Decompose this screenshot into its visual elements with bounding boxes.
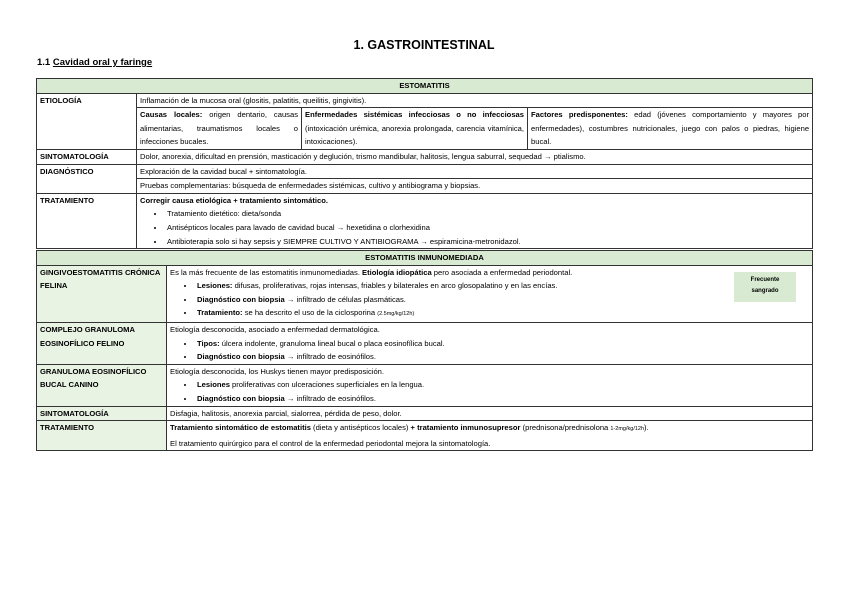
section-subtitle [37, 57, 152, 68]
subtitle-text: Cavidad oral y faringe [52, 57, 153, 68]
subtitle-number: 1.1 [37, 57, 51, 68]
list-item: • Antibioterapia solo si hay sepsis y SIEMPRE CULTIVO Y ANTIBIOGRAMA → espiramicina-metronidazol. [165, 235, 809, 249]
complejo-intro: Etiología desconocida, asociado a enfermedad dermatológica. [170, 324, 380, 334]
list-item: • Tratamiento: se ha descrito el uso de la ciclosporina (2.5mg/kg/12h) [195, 306, 809, 322]
tratamiento-list [140, 207, 809, 248]
complejo-list [170, 337, 809, 364]
inmunomediada-header: ESTOMATITIS INMUNOMEDIADA [37, 251, 813, 266]
inmunomediada-table [36, 250, 813, 451]
frecuente-sangrado-badge [734, 272, 796, 302]
page-title: 1. GASTROINTESTINAL [353, 38, 495, 52]
tratamiento-label: TRATAMIENTO [37, 193, 137, 248]
etiologia-factores-predisponentes: Factores predisponentes: edad (jóvenes comportamiento y mayores por enfermedades), costumbres nutricionales, juego con palos o piedras, higiene bucal. [528, 108, 813, 150]
list-item: • Lesiones: difusas, proliferativas, rojas intensas, friables y bilaterales en arco glosopalatino y en las encías. [195, 279, 809, 293]
list-item: • Lesiones proliferativas con ulceraciones superficiales en la lengua. [195, 378, 809, 392]
canino-intro: Etiología desconocida, los Huskys tienen mayor predisposición. [170, 366, 385, 376]
badge-line1: Frecuente [750, 277, 780, 283]
sintomatologia-text: Dolor, anorexia, dificultad en prensión, masticación y deglución, trismo mandibular, halitosis, lengua saburral, sequedad → ptialismo. [137, 149, 813, 164]
list-item: • Diagnóstico con biopsia → infiltrado de células plasmáticas. [195, 293, 809, 307]
gingivo-intro: Es la más frecuente de las estomatitis inmunomediadas. Etiología idiopática pero asociada a enfermedad periodontal. [170, 267, 573, 277]
diagnostico-line2: Pruebas complementarias: búsqueda de enfermedades sistémicas, cultivo y antibiograma y biopsias. [137, 179, 813, 194]
tratamiento-lead: Corregir causa etiológica + tratamiento sintomático. [140, 195, 328, 205]
etiologia-enfermedades-sistemicas: Enfermedades sistémicas infecciosas o no infecciosas (intoxicación urémica, anorexia prolongada, carencia vitamínica, intoxicaciones). [302, 108, 528, 150]
etiologia-causas-locales: Causas locales: origen dentario, causas alimentarias, traumatismos locales o infecciones bucales. [137, 108, 302, 150]
gingivoestomatitis-content [167, 265, 813, 322]
gingivo-list [170, 279, 809, 322]
etiologia-label: ETIOLOGÍA [37, 93, 137, 149]
inmuno-tratamiento-content [167, 421, 813, 451]
complejo-granuloma-content [167, 322, 813, 364]
etiologia-main: Inflamación de la mucosa oral (glositis, palatitis, queilitis, gingivitis). [137, 93, 813, 108]
inmuno-tratamiento-label: TRATAMIENTO [37, 421, 167, 451]
tratamiento-content [137, 193, 813, 248]
diagnostico-line1: Exploración de la cavidad bucal + sintomatología. [137, 164, 813, 179]
complejo-granuloma-label: COMPLEJO GRANULOMA EOSINOFÍLICO FELINO [37, 322, 167, 364]
list-item: • Diagnóstico con biopsia → infiltrado de eosinófilos. [195, 392, 809, 406]
granuloma-canino-content [167, 364, 813, 406]
list-item: • Diagnóstico con biopsia → infiltrado de eosinófilos. [195, 350, 809, 364]
list-item: • Antisépticos locales para lavado de cavidad bucal → hexetidina o clorhexidina [165, 221, 809, 235]
granuloma-canino-label: GRANULOMA EOSINOFÍLICO BUCAL CANINO [37, 364, 167, 406]
inmuno-sintomatologia-label: SINTOMATOLOGÍA [37, 406, 167, 421]
badge-line2: sangrado [751, 288, 779, 294]
estomatitis-header: ESTOMATITIS [37, 79, 813, 94]
canino-list [170, 378, 809, 405]
gingivoestomatitis-label: GINGIVOESTOMATITIS CRÓNICA FELINA [37, 265, 167, 322]
inmuno-sintomatologia-text: Disfagia, halitosis, anorexia parcial, sialorrea, pérdida de peso, dolor. [167, 406, 813, 421]
list-item: • Tipos: úlcera indolente, granuloma lineal bucal o placa eosinofílica bucal. [195, 337, 809, 351]
diagnostico-label: DIAGNÓSTICO [37, 164, 137, 193]
list-item: • Tratamiento dietético: dieta/sonda [165, 207, 809, 221]
inmuno-tratamiento-line2: El tratamiento quirúrgico para el control de la enfermedad periodontal mejora la sintomatología. [170, 438, 491, 448]
sintomatologia-label: SINTOMATOLOGÍA [37, 149, 137, 164]
inmuno-tratamiento-line1: Tratamiento sintomático de estomatitis (dieta y antisépticos locales) + tratamiento inmunosupresor (prednisona/prednisolona 1-2mg/kg/12h). [170, 423, 649, 433]
estomatitis-table [36, 78, 813, 249]
